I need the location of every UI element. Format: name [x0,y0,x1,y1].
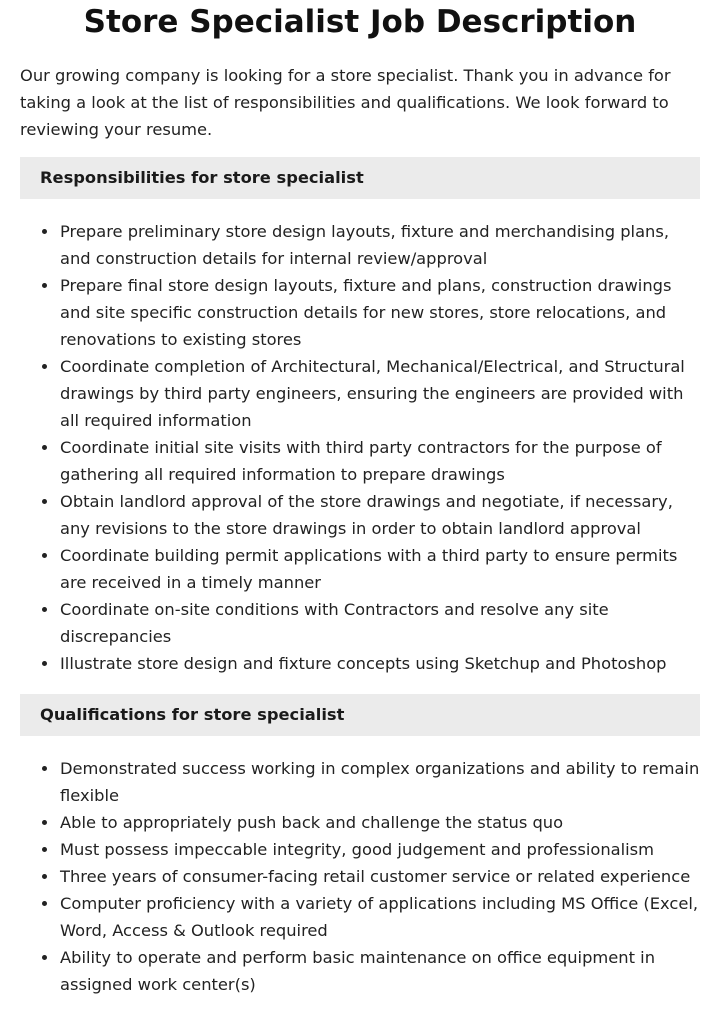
list-item: Demonstrated success working in complex organizations and ability to remain flexible [60,755,700,809]
qualifications-list [20,755,700,998]
intro-paragraph: Our growing company is looking for a store specialist. Thank you in advance for taking a look at the list of responsibilities and qualifications. We look forward to reviewing your resume. [20,66,671,139]
page-title: Store Specialist Job Description [83,4,637,40]
list-item: Coordinate completion of Architectural, Mechanical/Electrical, and Structural drawings by third party engineers, ensuring the engineers are provided with all required information [60,353,700,434]
list-item: Able to appropriately push back and challenge the status quo [60,809,700,836]
responsibilities-heading: Responsibilities for store specialist [20,157,700,199]
list-item: Computer proficiency with a variety of applications including MS Office (Excel, Word, Access & Outlook required [60,890,700,944]
list-item: Ability to operate and perform basic maintenance on office equipment in assigned work center(s) [60,944,700,998]
list-item: Prepare final store design layouts, fixture and plans, construction drawings and site specific construction details for new stores, store relocations, and renovations to existing stores [60,272,700,353]
list-item: Coordinate on-site conditions with Contractors and resolve any site discrepancies [60,596,700,650]
list-item: Illustrate store design and fixture concepts using Sketchup and Photoshop [60,650,700,677]
list-item: Coordinate initial site visits with third party contractors for the purpose of gathering all required information to prepare drawings [60,434,700,488]
list-item: Obtain landlord approval of the store drawings and negotiate, if necessary, any revisions to the store drawings in order to obtain landlord approval [60,488,700,542]
responsibilities-list [20,218,700,677]
list-item: Must possess impeccable integrity, good judgement and professionalism [60,836,700,863]
list-item: Coordinate building permit applications with a third party to ensure permits are received in a timely manner [60,542,700,596]
list-item: Three years of consumer-facing retail customer service or related experience [60,863,700,890]
qualifications-heading: Qualifications for store specialist [20,694,700,736]
list-item: Prepare preliminary store design layouts, fixture and merchandising plans, and construction details for internal review/approval [60,218,700,272]
